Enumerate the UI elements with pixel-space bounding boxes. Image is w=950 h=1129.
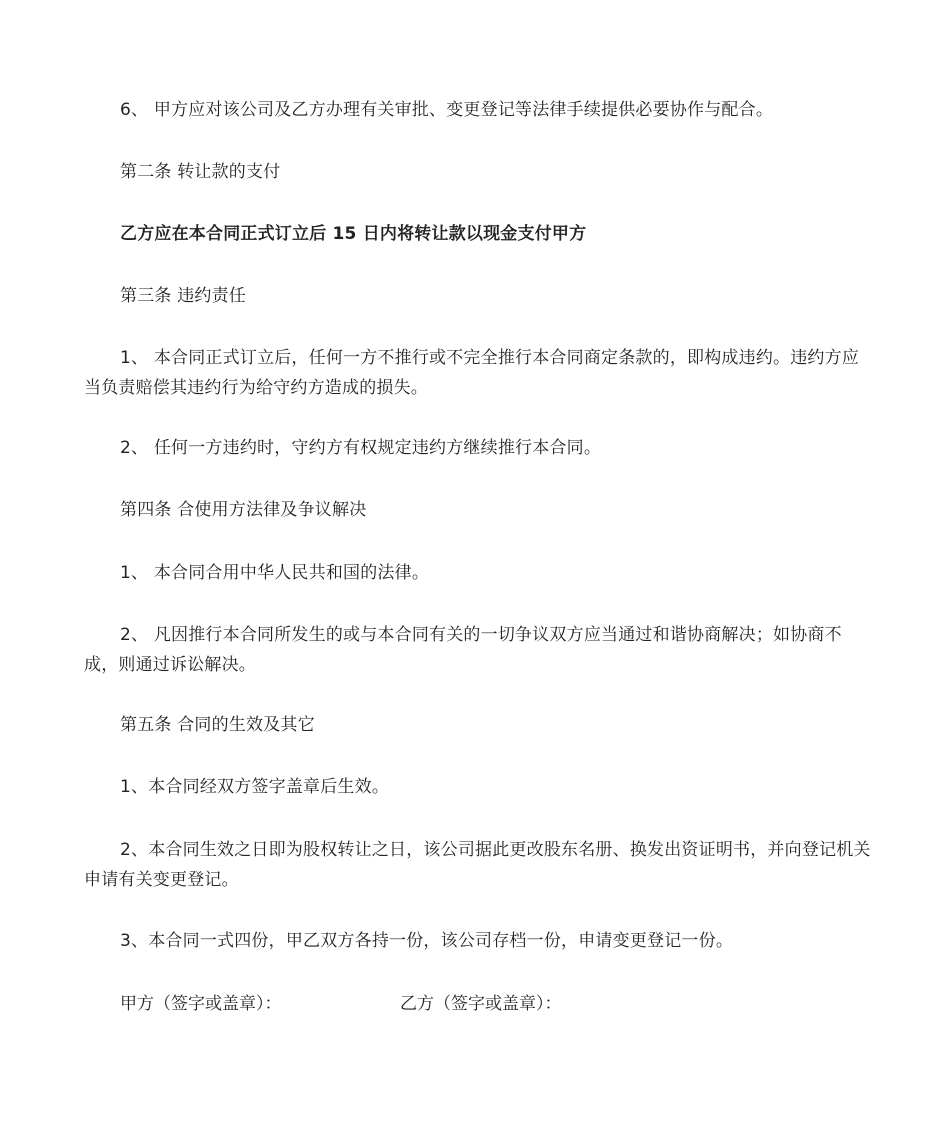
article-3-heading: 第三条 违约责任 xyxy=(120,286,247,306)
article-3-clause-2: 2、 任何一方违约时，守约方有权规定违约方继续推行本合同。 xyxy=(120,438,602,458)
article-5-clause-3: 3、本合同一式四份，甲乙双方各持一份，该公司存档一份，申请变更登记一份。 xyxy=(120,931,734,951)
article-4-clause-1: 1、 本合同合用中华人民共和国的法律。 xyxy=(120,563,430,583)
article-2-body: 乙方应在本合同正式订立后 15 日内将转让款以现金支付甲方 xyxy=(120,224,587,244)
party-b-signature-line: 乙方（签字或盖章）： xyxy=(400,994,562,1014)
article-5-clause-1: 1、本合同经双方签字盖章后生效。 xyxy=(120,777,390,797)
article-5-clause-2: 2、本合同生效之日即为股权转让之日，该公司据此更改股东名册、换发出资证明书，并向登记机关申请有关变更登记。 xyxy=(84,840,871,890)
article-2-heading: 第二条 转让款的支付 xyxy=(120,162,281,182)
article-5-heading: 第五条 合同的生效及其它 xyxy=(120,715,315,735)
article-4-clause-2: 2、 凡因推行本合同所发生的或与本合同有关的一切争议双方应当通过和谐协商解决；如协商不成，则通过诉讼解决。 xyxy=(84,625,842,675)
clause-6-paragraph: 6、 甲方应对该公司及乙方办理有关审批、变更登记等法律手续提供必要协作与配合。 xyxy=(120,100,774,120)
article-4-heading: 第四条 合使用方法律及争议解决 xyxy=(120,500,367,520)
party-a-signature-line: 甲方（签字或盖章）： xyxy=(120,994,282,1014)
article-3-clause-1: 1、 本合同正式订立后，任何一方不推行或不完全推行本合同商定条款的，即构成违约。违约方应当负责赔偿其违约行为给守约方造成的损失。 xyxy=(84,348,860,398)
